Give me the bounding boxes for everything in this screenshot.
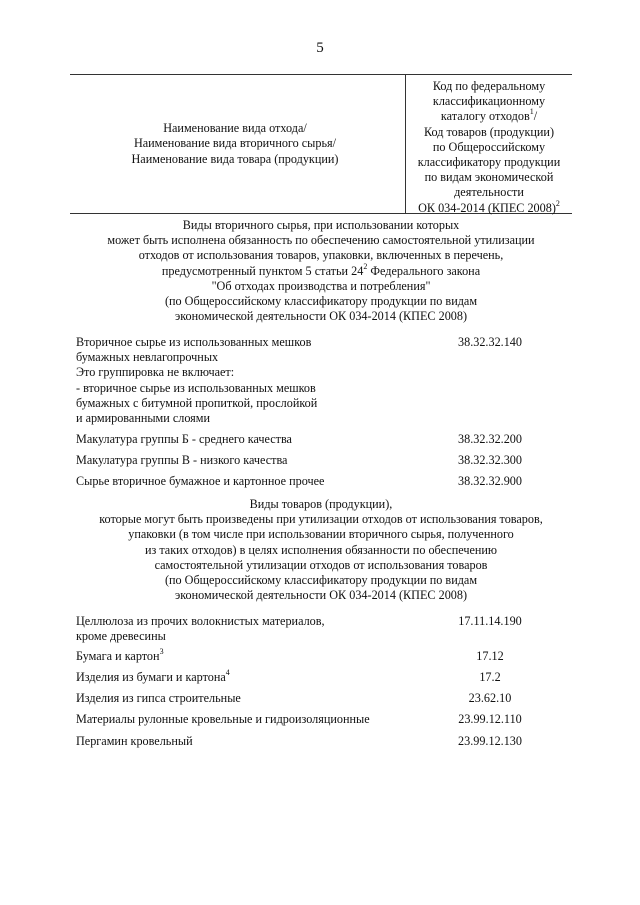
section-title-line: может быть исполнена обязанность по обеспечению самостоятельной утилизации [107,233,535,248]
row-code: 38.32.32.300 [458,453,522,467]
row-name-line: бумажных с битумной пропиткой, прослойкой [76,395,318,410]
row-name-line: кроме древесины [76,629,166,644]
header-code-line [406,109,572,124]
section-title-line: экономической деятельности ОК 034-2014 (КПЕС 2008) [174,309,468,324]
row-name [76,646,376,664]
row-code: 38.32.32.140 [458,335,522,349]
header-code-column [406,79,572,216]
row-code: 17.2 [479,670,501,684]
row-code: 38.32.32.200 [458,432,522,446]
header-code-line: деятельности [454,185,524,200]
row-name: Макулатура группы В - низкого качества [76,453,288,467]
section-title-line: Виды вторичного сырья, при использовании которых [182,218,460,232]
section-title-line: (по Общероссийскому классификатору продукции по видам [164,573,478,588]
row-name-text: Бумага и картон [76,649,160,663]
section-title-line: Виды товаров (продукции), [249,497,393,511]
row-name-line: Целлюлоза из прочих волокнистых материалов, [76,614,325,628]
section-title-line: из таких отходов) в целях исполнения обязанности по обеспечению [144,542,498,557]
section-title-line: самостоятельной утилизации отходов от использования товаров [154,557,488,572]
row-code: 17.12 [476,649,504,663]
row-code: 23.99.12.110 [458,712,522,726]
row-name-line: и армированными слоями [76,411,211,426]
row-name: Сырье вторичное бумажное и картонное прочее [76,474,325,488]
section-title-line: отходов от использования товаров, упаковки, включенных в перечень, [138,248,504,263]
header-name-line: Наименование вида товара (продукции) [131,151,339,166]
row-code: 38.32.32.900 [458,474,522,488]
section-title-text: предусмотренный пунктом 5 статьи 24 [161,263,364,278]
table-header [70,74,572,214]
section-title-text: Федерального закона [367,263,481,278]
row-name: Пергамин кровельный [76,734,193,748]
footnote-ref-2: 2 [555,198,560,208]
row-name: Материалы рулонные кровельные и гидроизоляционные [76,712,370,726]
section-title-sup: 2 [363,261,368,271]
page-number: 5 [316,40,324,56]
row-name [76,667,376,685]
row-name [76,335,376,426]
row-name-line: Вторичное сырье из использованных мешков [76,335,312,349]
header-code-line: классификационному [432,94,546,109]
row-code: 23.62.10 [468,691,512,705]
row-name: Изделия из гипса строительные [76,691,241,705]
header-code-line: по видам экономической [424,170,554,185]
header-name-column [70,75,400,213]
section-title-line [70,261,572,279]
footnote-ref-4: 4 [225,667,230,677]
header-code-line: по Общероссийскому [432,139,546,154]
section-title-line: упаковки (в том числе при использовании вторичного сырья, полученного [128,527,514,542]
section-title-line: экономической деятельности ОК 034-2014 (КПЕС 2008) [174,588,468,603]
row-name [76,614,376,644]
section-secondary-raw-title [70,218,572,324]
row-name-text: Изделия из бумаги и картона [76,670,226,684]
section-title-line: которые могут быть произведены при утилизации отходов от использования товаров, [99,512,543,527]
header-name-line: Наименование вида отхода/ [163,121,307,136]
header-code-line: классификатору продукции [417,155,561,170]
footnote-ref-3: 3 [159,646,164,656]
header-code-line: Код товаров (продукции) [423,124,555,139]
header-code-text: каталогу отходов [440,109,530,124]
row-code: 17.11.14.190 [458,614,522,628]
header-name-line: Наименование вида вторичного сырья/ [133,136,337,151]
row-name-line: Это группировка не включает: [76,365,235,380]
header-code-line [406,198,572,216]
header-code-text: ОК 034-2014 (КПЕС 2008) [418,200,556,215]
footnote-ref-1: 1 [529,107,534,117]
section-products-title [70,497,572,603]
row-name-line: бумажных невлагопрочных [76,350,219,365]
header-slash: / [533,109,538,124]
row-code: 23.99.12.130 [458,734,522,748]
row-name: Макулатура группы Б - среднего качества [76,432,292,446]
section-title-line: (по Общероссийскому классификатору продукции по видам [164,294,478,309]
section-title-line: "Об отходах производства и потребления" [211,278,431,293]
row-name-line: - вторичное сырье из использованных мешков [76,380,316,395]
header-code-line: Код по федеральному [432,79,546,93]
